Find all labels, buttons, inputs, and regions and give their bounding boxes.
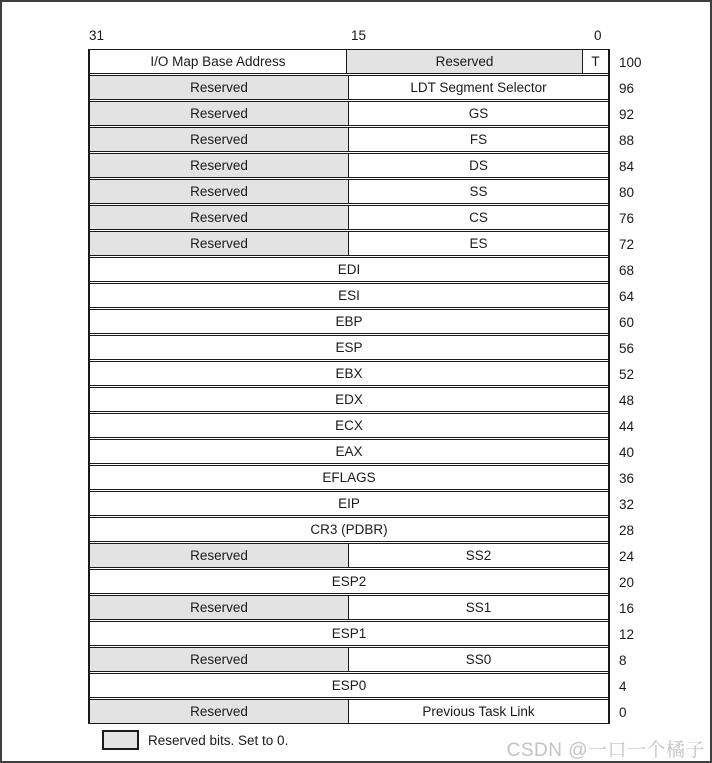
tss-cell: CS	[469, 210, 488, 225]
offset-label: 24	[619, 548, 635, 564]
tss-row	[90, 543, 608, 568]
offset-label: 20	[619, 574, 635, 590]
legend	[102, 730, 288, 750]
tss-cell: EBP	[335, 314, 363, 329]
tss-row	[90, 621, 608, 646]
tss-cell: EBX	[335, 366, 363, 381]
tss-row	[90, 647, 608, 672]
tss-cell: ESP1	[331, 626, 367, 641]
offset-label: 28	[619, 522, 635, 538]
tss-row	[90, 231, 608, 256]
tss-cell: Reserved	[90, 596, 349, 619]
offset-label: 40	[619, 444, 635, 460]
tss-cell: T	[591, 54, 600, 69]
tss-cell: ES	[469, 236, 488, 251]
offset-label: 16	[619, 600, 635, 616]
bit-label-0: 0	[594, 28, 602, 43]
tss-cell: LDT Segment Selector	[410, 80, 547, 95]
tss-cell: GS	[468, 106, 489, 121]
tss-cell: Reserved	[90, 232, 349, 255]
tss-cell: ESP2	[331, 574, 367, 589]
tss-row	[90, 335, 608, 360]
tss-row	[90, 517, 608, 542]
tss-cell: ESP0	[331, 678, 367, 693]
offset-label: 0	[619, 704, 627, 720]
tss-cell: Reserved	[90, 128, 349, 151]
watermark: CSDN @一口一个橘子	[506, 740, 705, 761]
tss-cell: I/O Map Base Address	[90, 50, 347, 73]
tss-cell: Reserved	[90, 544, 349, 567]
tss-cell: Reserved	[90, 700, 349, 723]
offset-label: 8	[619, 652, 627, 668]
tss-row	[90, 595, 608, 620]
tss-row	[90, 205, 608, 230]
offset-label: 100	[619, 54, 642, 70]
offset-label: 92	[619, 106, 635, 122]
reserved-swatch-icon	[102, 730, 139, 750]
bit-label-31: 31	[89, 28, 105, 43]
tss-cell: ESI	[338, 288, 360, 303]
tss-structure-table	[88, 49, 610, 724]
tss-cell: EDI	[337, 262, 361, 277]
tss-row	[90, 439, 608, 464]
tss-row	[90, 413, 608, 438]
tss-row	[90, 75, 608, 100]
offset-label: 32	[619, 496, 635, 512]
offset-label: 36	[619, 470, 635, 486]
tss-cell: FS	[469, 132, 488, 147]
tss-row	[90, 491, 608, 516]
tss-cell: SS0	[465, 652, 492, 667]
tss-cell: Reserved	[90, 76, 349, 99]
offset-label: 56	[619, 340, 635, 356]
byte-offset-column	[619, 49, 642, 725]
tss-row	[90, 49, 608, 74]
bit-label-15: 15	[351, 28, 367, 43]
offset-label: 64	[619, 288, 635, 304]
tss-cell: Reserved	[90, 180, 349, 203]
offset-label: 96	[619, 80, 635, 96]
tss-row	[90, 153, 608, 178]
tss-cell: Previous Task Link	[422, 704, 535, 719]
offset-label: 80	[619, 184, 635, 200]
tss-cell: Reserved	[90, 648, 349, 671]
offset-label: 12	[619, 626, 635, 642]
tss-row	[90, 387, 608, 412]
tss-cell: Reserved	[90, 102, 349, 125]
tss-cell: DS	[469, 158, 488, 173]
tss-cell: Reserved	[347, 50, 583, 73]
tss-row	[90, 309, 608, 334]
tss-row	[90, 699, 608, 724]
offset-label: 84	[619, 158, 635, 174]
tss-cell: CR3 (PDBR)	[310, 522, 388, 537]
offset-label: 72	[619, 236, 635, 252]
tss-cell: ESP	[335, 340, 363, 355]
offset-label: 52	[619, 366, 635, 382]
tss-cell: EIP	[338, 496, 360, 511]
legend-label: Reserved bits. Set to 0.	[148, 732, 289, 748]
tss-row	[90, 101, 608, 126]
offset-label: 4	[619, 678, 627, 694]
offset-label: 44	[619, 418, 635, 434]
tss-cell: SS2	[465, 548, 492, 563]
tss-cell: SS1	[465, 600, 492, 615]
offset-label: 68	[619, 262, 635, 278]
tss-cell: EAX	[335, 444, 363, 459]
offset-label: 76	[619, 210, 635, 226]
tss-cell: Reserved	[90, 154, 349, 177]
tss-cell: SS	[469, 184, 488, 199]
tss-cell: EDX	[335, 392, 363, 407]
tss-row	[90, 283, 608, 308]
tss-row	[90, 257, 608, 282]
tss-row	[90, 673, 608, 698]
tss-row	[90, 361, 608, 386]
tss-cell: ECX	[335, 418, 363, 433]
offset-label: 88	[619, 132, 635, 148]
tss-row	[90, 179, 608, 204]
tss-cell: Reserved	[90, 206, 349, 229]
offset-label: 48	[619, 392, 635, 408]
offset-label: 60	[619, 314, 635, 330]
tss-row	[90, 465, 608, 490]
tss-row	[90, 569, 608, 594]
tss-cell: EFLAGS	[322, 470, 376, 485]
tss-row	[90, 127, 608, 152]
